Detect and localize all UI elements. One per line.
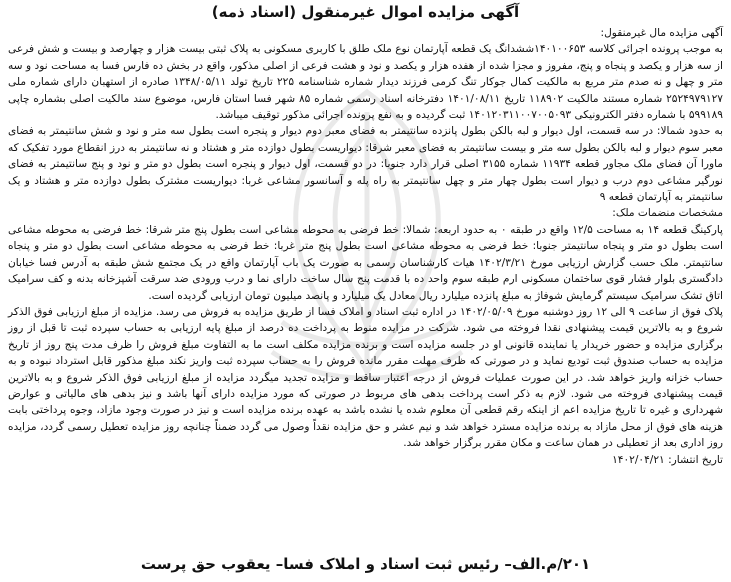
publication-date: تاریخ انتشار: ۱۴۰۲/۰۴/۲۱ <box>612 453 723 466</box>
notice-signature: ۲۰۱/م.الف– رئیس ثبت اسناد و املاک فسا– یعقوب حق پرست <box>140 555 591 573</box>
notice-paragraph: پارکینگ قطعه ۱۴ به مساحت ۱۲/۵ واقع در طبقه ۰ به حدود اربعه: شمالا: خط فرضی به محوطه مشاعی است بطول پنج متر شرقا: خط فرضی به محوطه مشاعی است بطول دو متر و پنجاه سانتیمتر جنوبا: خط فرضی به محوطه مشاعی است بطول پنج متر غربا: خط فرضی به محوطه مشاعی است بطول دو متر و پنجاه سانتیمتر. ملک حسب گزارش ارزیابی مورخ ۱۴۰۲/۳/۲۱ هیات کارشناسان رسمی به صورت یک باب آپارتمان واقع در یک مجتمع شش طبقه به آدرس فسا خیابان دادگستری بلوار فشار قوی ساختمان مسکونی ارم طبقه سوم واحد ده با قدمت پنج سال ساخت دارای نما و درب ورودی ضد سرقت آشپزخانه بدنه و کف سرامیک اتاق تشک سرامیک سیستم گرمایش شوفاژ به مبلغ پانزده میلیارد ریال معادل یک میلیارد و پانصد میلیون تومان ارزیابی گردیده است. <box>8 223 723 302</box>
notice-paragraph: آگهی مزایده مال غیرمنقول: <box>600 27 723 39</box>
notice-paragraph: به موجب پرونده اجرائی کلاسه ۱۴۰۱۰۰۶۵۳ششدانگ یک قطعه آپارتمان نوع ملک طلق با کاربری مسکونی به پلاک ثبتی بیست هزار و چهارصد و بیست و شش فرعی از سه هزار و یکصد و پنجاه و پنج، مفروز و مجزا شده از هفده هزار و یکصد و نود و هشت فرعی از اصلی مذکور، واقع در بخش ده فارس فسا به مساحت نود و سه متر و چهل و نه صدم متر مربع به مالکیت کمال جوکار تنگ کرمی فرزند دیدار شماره شناسنامه ۲۲۵ تاریخ تولد ۱۳۴۸/۰۵/۱۱ صادره از استهبان دارای شماره ملی ۲۵۲۴۹۷۹۱۲۷ شماره مستند مالکیت ۱۱۸۹۰۲ تاریخ ۱۴۰۱/۰۸/۱۱ دفترخانه اسناد رسمی شماره ۸۵ شهر فسا استان فارس، موضوع سند مالکیت اصلی بشماره چاپی ۵۹۹۱۸۹ با شماره دفتر الکترونیکی ۱۴۰۱۲۰۳۱۱۰۰۷۰۰۵۰۹۳ ثبت گردیده و به نفع پرونده اجرائی مذکور توقیف میباشد. <box>8 43 724 122</box>
notice-paragraph: مشخصات منضمات ملک: <box>612 207 723 220</box>
notice-paragraph: به حدود شمالا: در سه قسمت، اول دیوار و لبه بالکن بطول پانزده سانتیمتر به فضای معبر دوم دیوار و پنجره است بطول سه متر و نود و شش سانتیمتر به فضای معبر سوم دیوار و لبه بالکن بطول سه متر و بیست سانتیمتر به فضای معبر شرقا: دیواریست بطول دوازده متر و هشتاد و نه سانتیمتر به درز انقطاع مورد تفکیک که ماورا آن فضای ملک مجاور قطعه ۱۱۹۳۴ شماره ۳۱۵۵ اصلی قرار دارد جنوبا: در دو قسمت، اول دیوار و پنجره است بطول دو متر و نود و پنج سانتیمتر به فضای نورگیر مشاعی دوم درب و دیوار است بطول چهار متر و چهل سانتیمتر به راه پله و آسانسور مشاعی غربا: دیواریست مشترک بطول دوازده متر و هشتاد و یک سانتیمتر به آپارتمان قطعه ۹ <box>8 125 723 204</box>
notice-paragraph: پلاک فوق از ساعت ۹ الی ۱۲ روز دوشنبه مورخ ۱۴۰۲/۰۵/۰۹ در اداره ثبت اسناد و املاک فسا از طریق مزایده به فروش می رسد. مزایده از مبلغ ارزیابی فوق الذکر شروع و به بالاترین قیمت پیشنهادی نقدا فروخته می شود. شرکت در مزایده منوط به پرداخت ده درصد از مبلغ پایه ارزیابی به حساب سپرده ثبت تا قبل از روز برگزاری مزایده و حضور خریدار یا نماینده قانونی او در جلسه مزایده است و برنده مزایده مکلف است ما به التفاوت مبلغ فروش را ظرف مدت پنج روز از تاریخ مزایده به حساب صندوق ثبت تودیع نماید و در صورتی که ظرف مهلت مقرر مانده فروش را به حساب سپرده ثبت واریز نکند مبلغ مذکور قابل استرداد نبوده و به حساب خزانه واریز خواهد شد. در این صورت عملیات فروش از درجه اعتبار ساقط و مزایده تجدید میگردد مزایده از مبلغ ارزیابی فوق الذکر شروع و به بالاترین قیمت پیشنهادی فروخته می شود. لازم به ذکر است پرداخت بدهی های مربوط در صورتی که مورد مزایده دارای آنها باشد و نیز بدهی های مالیاتی و عوارض شهرداری و غیره تا تاریخ مزایده اعم از اینکه رقم قطعی آن معلوم شده یا نشده باشد به عهده برنده مزایده است و نیز در صورت وجود مازاد، وجوه پرداختی بابت هزینه های فوق از محل مازاد به برنده مزایده مسترد خواهد شد و نیم عشر و حق مزایده نقداً وصول می گردد ضمناً چنانچه روز مزایده تعطیل رسمی گردد، مزایده روز اداری بعد از تعطیلی در همان ساعت و مکان مقرر برگزار خواهد شد. <box>8 305 723 450</box>
auction-notice <box>4 2 727 578</box>
notice-title: آگهی مزایده اموال غیرمنقول (اسناد ذمه) <box>211 3 520 21</box>
notice-body <box>4 25 727 468</box>
